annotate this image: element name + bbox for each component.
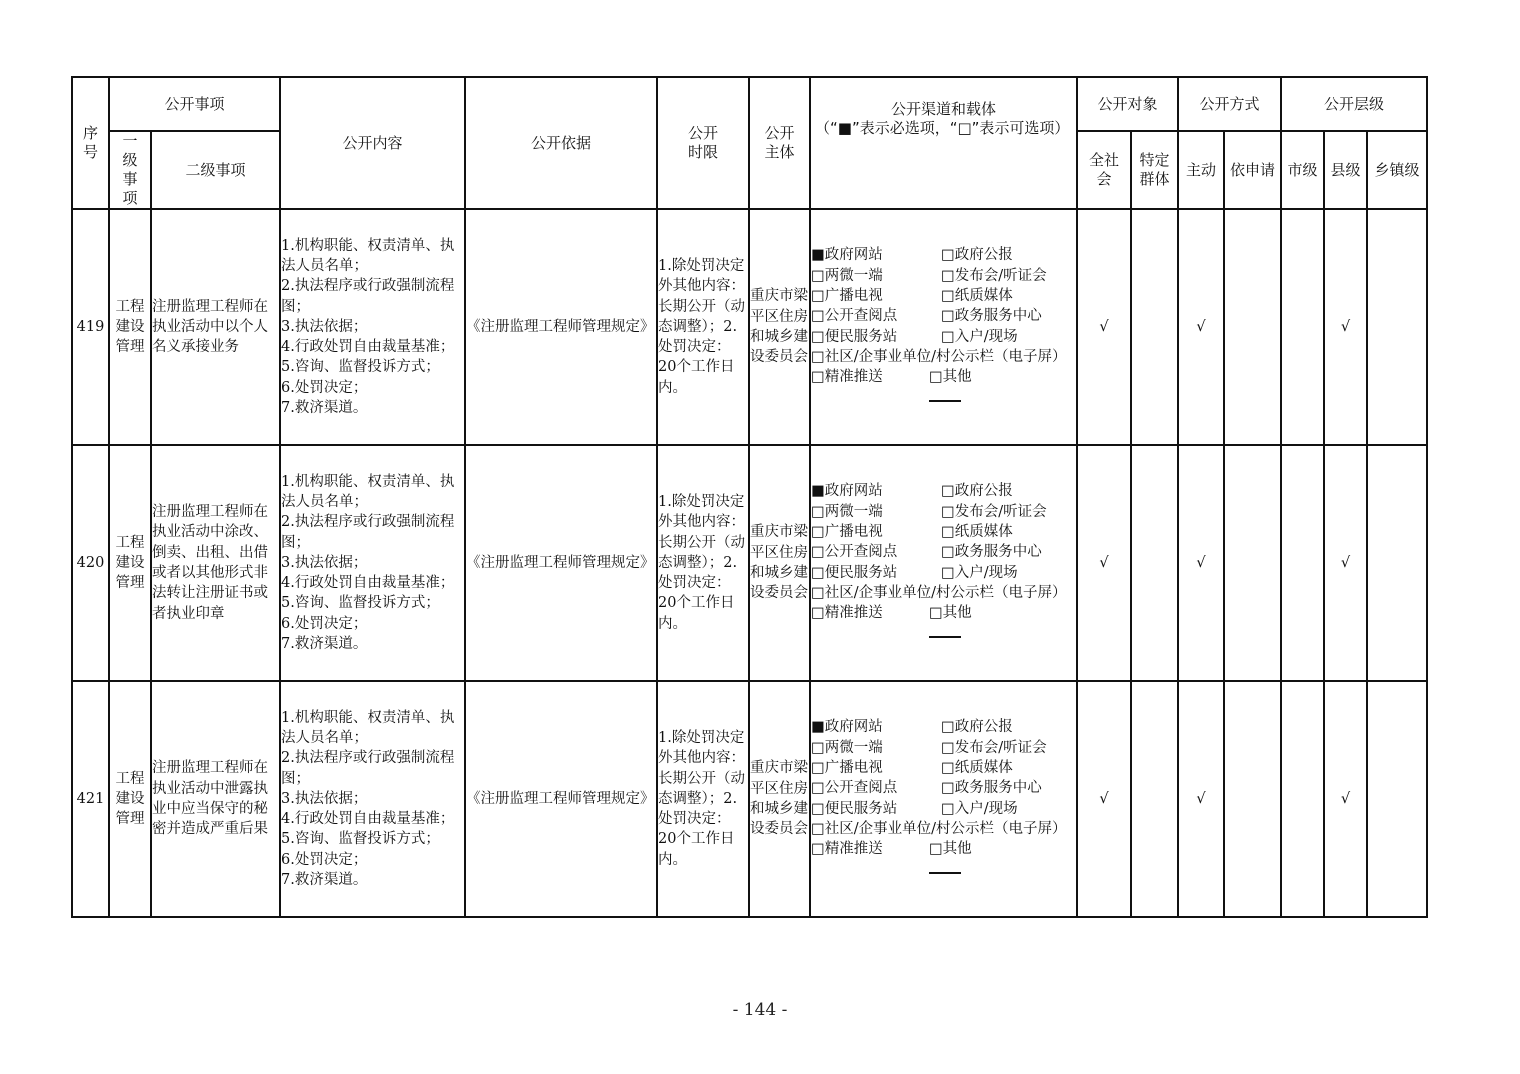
content-line: 1.机构职能、权责清单、执法人员名单；: [281, 473, 455, 510]
cell-channels: [810, 209, 1077, 445]
col-seq-header: [72, 77, 109, 209]
channel-community: □社区/企事业单位/村公示栏（电子屏）: [811, 348, 1067, 365]
col-time-header: [657, 77, 749, 209]
content-line: 4.行政处罚自由裁量基准；: [281, 339, 455, 356]
cell-subject: 重庆市梁平区住房和城乡建设委员会: [749, 445, 810, 681]
channel-gov_bulletin: □政府公报: [941, 483, 1013, 500]
disclosure-table: [71, 76, 1428, 918]
cell-audience-all: √: [1077, 681, 1131, 917]
col-level1-header: [109, 131, 151, 209]
col-basis-header: 公开依据: [465, 77, 657, 209]
cell-seq: 420: [72, 445, 109, 681]
cell-content: [280, 445, 465, 681]
content-line: 3.执法依据；: [281, 318, 368, 335]
cell-content: [280, 209, 465, 445]
cell-basis: 《注册监理工程师管理规定》: [465, 681, 657, 917]
header-time-text: 公开时限: [687, 124, 718, 161]
channel-other: □其他: [929, 603, 1076, 645]
cell-level2: 注册监理工程师在执业活动中泄露执业中应当保守的秘密并造成严重后果: [151, 681, 280, 917]
col-method-active-header: 主动: [1178, 131, 1224, 209]
content-line: 5.咨询、监督投诉方式；: [281, 359, 440, 376]
content-line: 5.咨询、监督投诉方式；: [281, 831, 440, 848]
cell-level2: 注册监理工程师在执业活动中涂改、倒卖、出租、出借或者以其他形式非法转让注册证书或者执业印章: [151, 445, 280, 681]
channel-note: （“■”表示必选项，“□”表示可选项）: [815, 119, 1070, 137]
cell-level-city: [1281, 445, 1324, 681]
channel-pair: [811, 563, 1076, 583]
channel-pair: [811, 717, 1076, 737]
channel-door: □入户/现场: [941, 564, 1018, 581]
channel-other: □其他: [929, 839, 1076, 881]
channel-pair: [811, 266, 1076, 286]
channel-paper: □纸质媒体: [941, 287, 1013, 304]
channel-pair: [811, 839, 1076, 881]
channel-pair: [811, 502, 1076, 522]
page-number: - 144 -: [732, 1000, 788, 1020]
channel-service_station: □便民服务站: [811, 800, 898, 817]
channel-reading: □公开查阅点: [811, 780, 898, 797]
channel-gov_site: ■政府网站: [811, 247, 883, 264]
col-method-header: 公开方式: [1178, 77, 1281, 131]
channel-gov_site: ■政府网站: [811, 483, 883, 500]
channel-broadcast: □广播电视: [811, 287, 883, 304]
content-line: 2.执法程序或行政强制流程图；: [281, 514, 455, 551]
col-subject-header: [749, 77, 810, 209]
channel-press: □发布会/听证会: [941, 503, 1047, 520]
header-audience-specific-text: 特定群体: [1139, 151, 1170, 188]
channel-service_station: □便民服务站: [811, 328, 898, 345]
channel-gov_bulletin: □政府公报: [941, 719, 1013, 736]
content-line: 1.机构职能、权责清单、执法人员名单；: [281, 709, 455, 746]
header-subject-text: 公开主体: [764, 124, 795, 161]
channel-two_micro: □两微一端: [811, 267, 883, 284]
col-audience-all-header: [1077, 131, 1131, 209]
content-line: 6.处罚决定；: [281, 615, 368, 632]
col-level-header: 公开层级: [1281, 77, 1427, 131]
col-channel-header: [810, 77, 1077, 209]
cell-level-county: √: [1324, 445, 1367, 681]
channel-pair: [811, 799, 1076, 819]
cell-seq: 419: [72, 209, 109, 445]
channel-broadcast: □广播电视: [811, 759, 883, 776]
content-line: 2.执法程序或行政强制流程图；: [281, 278, 455, 315]
cell-time-limit: 1.除处罚决定外其他内容：长期公开（动态调整）；2.处罚决定：20个工作日内。: [657, 209, 749, 445]
channel-service_station: □便民服务站: [811, 564, 898, 581]
col-level2-header: 二级事项: [151, 131, 280, 209]
content-line: 1.机构职能、权责清单、执法人员名单；: [281, 237, 455, 274]
cell-audience-specific: [1131, 445, 1178, 681]
cell-level1: 工程建设管理: [109, 209, 151, 445]
channel-door: □入户/现场: [941, 328, 1018, 345]
channel-gov_site: ■政府网站: [811, 719, 883, 736]
cell-method-request: [1224, 209, 1281, 445]
cell-content: [280, 681, 465, 917]
content-line: 2.执法程序或行政强制流程图；: [281, 750, 455, 787]
channel-paper: □纸质媒体: [941, 759, 1013, 776]
cell-audience-specific: [1131, 681, 1178, 917]
col-audience-specific-header: [1131, 131, 1178, 209]
channel-reading: □公开查阅点: [811, 308, 898, 325]
channel-pair: [811, 522, 1076, 542]
cell-method-active: √: [1178, 445, 1224, 681]
content-line: 7.救济渠道。: [281, 872, 368, 889]
content-line: 4.行政处罚自由裁量基准；: [281, 811, 455, 828]
channel-service_center: □政务服务中心: [941, 544, 1042, 561]
channel-service_center: □政务服务中心: [941, 780, 1042, 797]
channel-pair: [811, 245, 1076, 265]
channel-pair: [811, 758, 1076, 778]
cell-method-request: [1224, 445, 1281, 681]
cell-time-limit: 1.除处罚决定外其他内容：长期公开（动态调整）；2.处罚决定：20个工作日内。: [657, 445, 749, 681]
channel-community: □社区/企事业单位/村公示栏（电子屏）: [811, 584, 1067, 601]
col-content-header: 公开内容: [280, 77, 465, 209]
channel-push: □精准推送: [811, 369, 883, 386]
table-row: [72, 445, 1427, 681]
header-level1-text: 一级事项: [122, 132, 138, 207]
channel-broadcast: □广播电视: [811, 523, 883, 540]
channel-pair: [811, 306, 1076, 326]
channel-pair: [811, 367, 1076, 409]
col-method-request-header: 依申请: [1224, 131, 1281, 209]
content-line: 7.救济渠道。: [281, 636, 368, 653]
cell-method-active: √: [1178, 209, 1224, 445]
header-seq-text: 序号: [82, 124, 98, 161]
cell-level-town: [1367, 209, 1427, 445]
cell-channels: [810, 681, 1077, 917]
cell-time-limit: 1.除处罚决定外其他内容：长期公开（动态调整）；2.处罚决定：20个工作日内。: [657, 681, 749, 917]
channel-pair: [811, 327, 1076, 347]
cell-level2: 注册监理工程师在执业活动中以个人名义承接业务: [151, 209, 280, 445]
channel-gov_bulletin: □政府公报: [941, 247, 1013, 264]
cell-subject: 重庆市梁平区住房和城乡建设委员会: [749, 681, 810, 917]
col-level-city-header: 市级: [1281, 131, 1324, 209]
cell-audience-all: √: [1077, 445, 1131, 681]
content-line: 5.咨询、监督投诉方式；: [281, 595, 440, 612]
content-line: 7.救济渠道。: [281, 400, 368, 417]
channel-pair: [811, 481, 1076, 501]
cell-method-active: √: [1178, 681, 1224, 917]
channel-push: □精准推送: [811, 841, 883, 858]
table-row: [72, 681, 1427, 917]
channel-reading: □公开查阅点: [811, 544, 898, 561]
channel-push: □精准推送: [811, 605, 883, 622]
col-level-town-header: 乡镇级: [1367, 131, 1427, 209]
content-line: 6.处罚决定；: [281, 851, 368, 868]
cell-level-town: [1367, 681, 1427, 917]
content-line: 3.执法依据；: [281, 790, 368, 807]
cell-subject: 重庆市梁平区住房和城乡建设委员会: [749, 209, 810, 445]
channel-pair: [811, 738, 1076, 758]
col-level-county-header: 县级: [1324, 131, 1367, 209]
channel-door: □入户/现场: [941, 800, 1018, 817]
col-audience-header: 公开对象: [1077, 77, 1178, 131]
cell-basis: 《注册监理工程师管理规定》: [465, 445, 657, 681]
cell-seq: 421: [72, 681, 109, 917]
channel-press: □发布会/听证会: [941, 267, 1047, 284]
cell-level-city: [1281, 209, 1324, 445]
channel-paper: □纸质媒体: [941, 523, 1013, 540]
channel-title: 公开渠道和载体: [890, 100, 996, 118]
channel-service_center: □政务服务中心: [941, 308, 1042, 325]
cell-level-town: [1367, 445, 1427, 681]
cell-audience-specific: [1131, 209, 1178, 445]
content-line: 4.行政处罚自由裁量基准；: [281, 575, 455, 592]
content-line: 6.处罚决定；: [281, 379, 368, 396]
cell-level1: 工程建设管理: [109, 681, 151, 917]
channel-pair: [811, 542, 1076, 562]
channel-pair: [811, 286, 1076, 306]
header-audience-all-text: 全社会: [1088, 151, 1119, 188]
table-row: [72, 209, 1427, 445]
channel-two_micro: □两微一端: [811, 739, 883, 756]
cell-channels: [810, 445, 1077, 681]
cell-level-county: √: [1324, 209, 1367, 445]
channel-pair: [811, 778, 1076, 798]
channel-community: □社区/企事业单位/村公示栏（电子屏）: [811, 820, 1067, 837]
cell-level-city: [1281, 681, 1324, 917]
table-body: [72, 209, 1427, 917]
channel-other: □其他: [929, 367, 1076, 409]
cell-level1: 工程建设管理: [109, 445, 151, 681]
col-item-group-header: 公开事项: [109, 77, 280, 131]
cell-basis: 《注册监理工程师管理规定》: [465, 209, 657, 445]
cell-level-county: √: [1324, 681, 1367, 917]
channel-press: □发布会/听证会: [941, 739, 1047, 756]
channel-two_micro: □两微一端: [811, 503, 883, 520]
cell-audience-all: √: [1077, 209, 1131, 445]
cell-method-request: [1224, 681, 1281, 917]
content-line: 3.执法依据；: [281, 554, 368, 571]
channel-pair: [811, 603, 1076, 645]
